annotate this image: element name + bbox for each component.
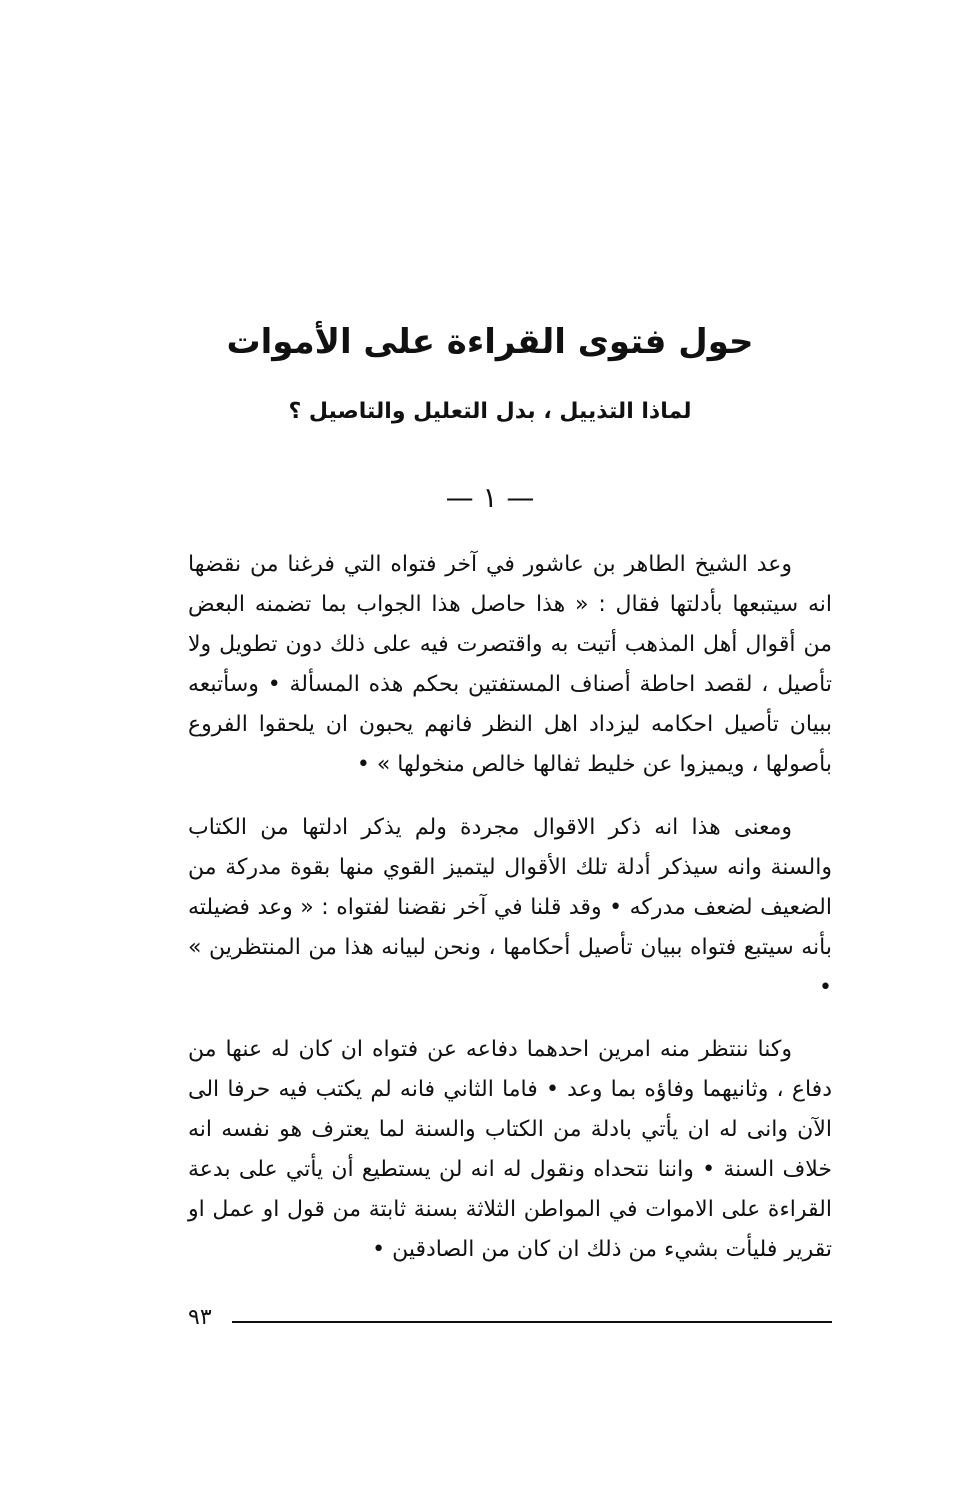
paragraph-2: ومعنى هذا انه ذكر الاقوال مجردة ولم يذكر ادلتها من الكتاب والسنة وانه سيذكر أدلة تلك الأقوال ليتميز القوي منها بقوة مدركة من الضعيف لضعف مدركه • وقد قلنا في آخر نقضنا لفتواه : « وعد فضيلته بأنه سيتبع فتواه ببيان تأصيل أحكامها ، ونحن لبيانه هذا من المنتظرين » •	[188, 815, 832, 1000]
page-number: ٩٣	[188, 1305, 212, 1330]
paragraph-3-block	[188, 1030, 832, 1270]
footer-rule	[232, 1321, 832, 1323]
paragraph-3: وكنا ننتظر منه امرين احدهما دفاعه عن فتواه ان كان له عنها من دفاع ، وثانيهما وفاؤه بما وعد • فاما الثاني فانه لم يكتب فيه حرفا الى الآن وانى له ان يأتي بادلة من الكتاب والسنة لما يعترف هو نفسه انه خلاف السنة • واننا نتحداه ونقول له انه لن يستطيع أن يأتي على بدعة القراءة على الاموات في المواطن الثلاثة بسنة ثابتة من قول او عمل او تقرير فليأت بشيء من ذلك ان كان من الصادقين •	[188, 1037, 832, 1262]
section-number: — ١ —	[445, 481, 535, 514]
paragraph-1: وعد الشيخ الطاهر بن عاشور في آخر فتواه التي فرغنا من نقضها انه سيتبعها بأدلتها فقال : « هذا حاصل هذا الجواب بما تضمنه البعض من أقوال أهل المذهب أتيت به واقتصرت فيه على ذلك دون تطويل ولا تأصيل ، لقصد احاطة أصناف المستفتين بحكم هذه المسألة • وسأتبعه ببيان تأصيل احكامه ليزداد اهل النظر فانهم يحبون ان يلحقوا الفروع بأصولها ، ويميزوا عن خليط ثفالها خالص منخولها » •	[188, 552, 832, 777]
page-subtitle: لماذا التذييل ، بدل التعليل والتاصيل ؟	[288, 399, 692, 424]
paragraph-1-block	[188, 545, 832, 785]
page-title: حول فتوى القراءة على الأموات	[226, 322, 754, 362]
paragraph-2-block	[188, 808, 832, 1008]
